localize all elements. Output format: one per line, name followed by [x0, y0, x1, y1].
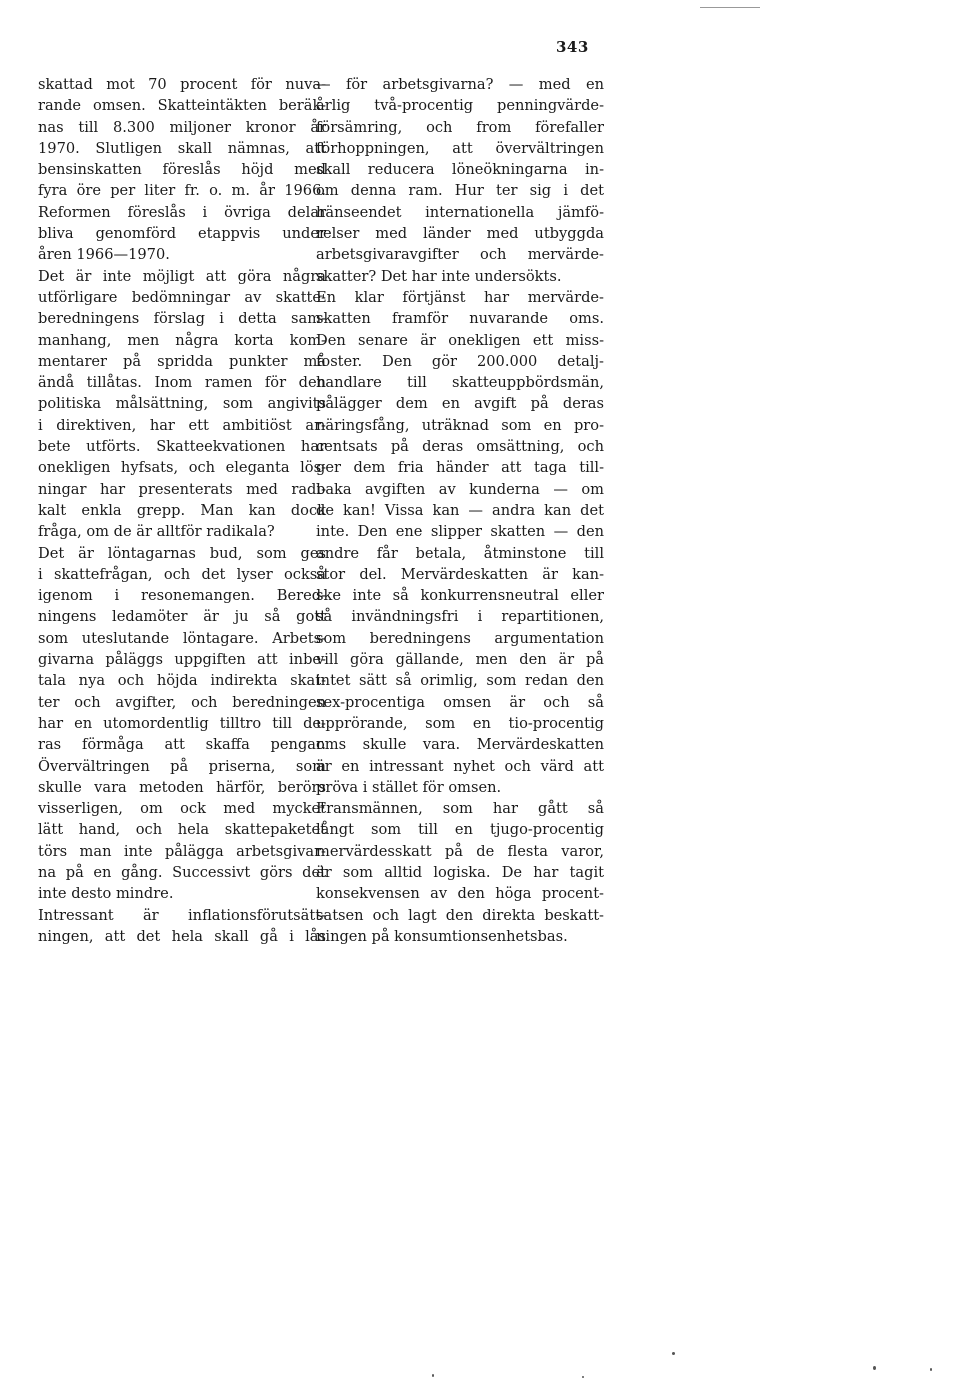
text-line: vill göra gällande, men den är på — [316, 651, 604, 669]
text-line: andre får betala, åtminstone till — [316, 544, 604, 562]
text-line: konsekvensen av den höga procent- — [316, 885, 604, 903]
text-line: ningen, att det hela skall gå i lås — [38, 927, 326, 945]
text-line: är en intressant nyhet och värd att — [316, 757, 604, 775]
text-line: törs man inte pålägga arbetsgivar- — [38, 842, 326, 860]
text-line: skulle vara metoden härför, berörs — [38, 778, 326, 796]
text-line: intet sätt så orimlig, som redan den — [316, 672, 604, 690]
text-line: hänseendet internationella jämfö- — [316, 203, 604, 221]
text-line: onekligen hyfsats, och eleganta lös- — [38, 459, 326, 477]
text-line: ger dem fria händer att taga till- — [316, 459, 604, 477]
text-line: skatter? Det har inte undersökts. — [316, 267, 562, 285]
text-line: upprörande, som en tio-procentig — [316, 714, 604, 732]
text-line: ningens ledamöter är ju så gott — [38, 608, 326, 626]
text-line: om denna ram. Hur ter sig i det — [316, 182, 604, 200]
left-text-column — [38, 74, 326, 947]
text-line: försämring, och from förefaller — [316, 118, 604, 136]
text-line: bliva genomförd etappvis under — [38, 225, 326, 243]
scan-speck — [432, 1374, 434, 1377]
text-line: ningar har presenterats med radi- — [38, 480, 326, 498]
text-line: pålägger dem en avgift på deras — [316, 395, 604, 413]
paragraph — [38, 543, 326, 905]
text-line: årlig två-procentig penningvärde- — [316, 97, 604, 115]
text-line: skatten framför nuvarande oms. — [316, 310, 604, 328]
text-line: är som alltid logiska. De har tagit — [316, 863, 604, 881]
text-line: i skattefrågan, och det lyser också — [38, 565, 326, 583]
text-line: Övervältringen på priserna, som — [38, 757, 326, 775]
text-line: stor del. Mervärdeskatten är kan- — [316, 565, 604, 583]
text-line: bensinskatten föreslås höjd med — [38, 161, 326, 179]
text-line: kalt enkla grepp. Man kan dock — [38, 501, 326, 519]
text-line: foster. Den gör 200.000 detalj- — [316, 352, 604, 370]
paragraph — [316, 287, 604, 798]
text-line: arbetsgivaravgifter och mervärde- — [316, 246, 604, 264]
paragraph — [316, 74, 604, 287]
text-line: Det är löntagarnas bud, som ges — [38, 544, 326, 562]
text-line: En klar förtjänst har mervärde- — [316, 288, 604, 306]
text-line: långt som till en tjugo-procentig — [316, 821, 604, 839]
text-line: de kan! Vissa kan — andra kan det — [316, 501, 604, 519]
text-line: förhoppningen, att övervältringen — [316, 139, 604, 157]
text-line: baka avgiften av kunderna — om — [316, 480, 604, 498]
text-line: rande omsen. Skatteintäkten beräk- — [38, 97, 326, 115]
text-line: visserligen, om ock med mycket — [38, 800, 326, 818]
paragraph — [316, 798, 604, 947]
text-line: så invändningsfri i repartitionen, — [316, 608, 604, 626]
text-line: som beredningens argumentation — [316, 629, 604, 647]
text-line: skall reducera löneökningarna in- — [316, 161, 604, 179]
text-line: bete utförts. Skatteekvationen har — [38, 438, 326, 456]
text-line: beredningens förslag i detta sam- — [38, 310, 326, 328]
text-line: mervärdesskatt på de flesta varor, — [316, 842, 604, 860]
text-line: tala nya och höjda indirekta skat- — [38, 672, 326, 690]
text-line: Reformen föreslås i övriga delar — [38, 203, 326, 221]
text-line: skattad mot 70 procent för nuva- — [38, 76, 326, 93]
text-line: inte desto mindre. — [38, 885, 174, 903]
text-line: näringsfång, uträknad som en pro- — [316, 416, 604, 434]
text-line: pröva i stället för omsen. — [316, 778, 502, 796]
text-line: politiska målsättning, som angivits — [38, 395, 326, 413]
text-line: ter och avgifter, och beredningen — [38, 693, 326, 711]
text-line: na på en gång. Successivt görs det — [38, 863, 326, 881]
text-line: ske inte så konkurrensneutral eller — [316, 587, 604, 605]
scan-speck — [930, 1368, 932, 1371]
text-line: oms skulle vara. Mervärdeskatten — [316, 736, 604, 754]
text-line: handlare till skatteuppbördsmän, — [316, 374, 604, 392]
scan-edge-mark — [700, 7, 760, 8]
text-line: — för arbetsgivarna? — med en — [316, 76, 604, 93]
text-line: Fransmännen, som har gått så — [316, 800, 604, 818]
scan-speck — [873, 1366, 876, 1370]
text-line: satsen och lagt den direkta beskatt- — [316, 906, 604, 924]
text-line: relser med länder med utbyggda — [316, 225, 604, 243]
text-line: lätt hand, och hela skattepaketet — [38, 821, 326, 839]
text-line: nas till 8.300 miljoner kronor år — [38, 118, 326, 136]
text-line: Intressant är inflationsförutsätt- — [38, 906, 326, 924]
text-line: fyra öre per liter fr. o. m. år 1966. — [38, 182, 326, 200]
text-line: ras förmåga att skaffa pengar. — [38, 736, 326, 754]
text-line: inte. Den ene slipper skatten — den — [316, 523, 604, 541]
right-text-column — [316, 74, 604, 947]
text-line: centsats på deras omsättning, och — [316, 438, 604, 456]
paragraph — [38, 905, 326, 948]
text-line: utförligare bedömningar av skatte- — [38, 288, 326, 306]
text-line: manhang, men några korta kom- — [38, 331, 326, 349]
text-line: i direktiven, har ett ambitiöst ar- — [38, 416, 326, 434]
text-line: som uteslutande löntagare. Arbets- — [38, 629, 326, 647]
paragraph — [38, 266, 326, 543]
text-line: Den senare är onekligen ett miss- — [316, 331, 604, 349]
scan-speck — [582, 1376, 584, 1378]
text-line: sex-procentiga omsen är och så — [316, 693, 604, 711]
text-line: ningen på konsumtionsenhetsbas. — [316, 927, 568, 945]
text-line: åren 1966—1970. — [38, 246, 170, 264]
text-line: givarna påläggs uppgiften att inbe- — [38, 651, 326, 669]
text-line: mentarer på spridda punkter må — [38, 352, 326, 370]
text-line: 1970. Slutligen skall nämnas, att — [38, 139, 326, 157]
text-line: fråga, om de är alltför radikala? — [38, 523, 275, 541]
text-line: ändå tillåtas. Inom ramen för den — [38, 374, 326, 392]
text-line: har en utomordentlig tilltro till de- — [38, 714, 326, 732]
text-line: igenom i resonemangen. Bered- — [38, 587, 326, 605]
page-number: 343 — [556, 38, 589, 56]
text-line: Det är inte möjligt att göra några — [38, 267, 326, 285]
scan-speck — [672, 1352, 675, 1355]
paragraph — [38, 74, 326, 266]
